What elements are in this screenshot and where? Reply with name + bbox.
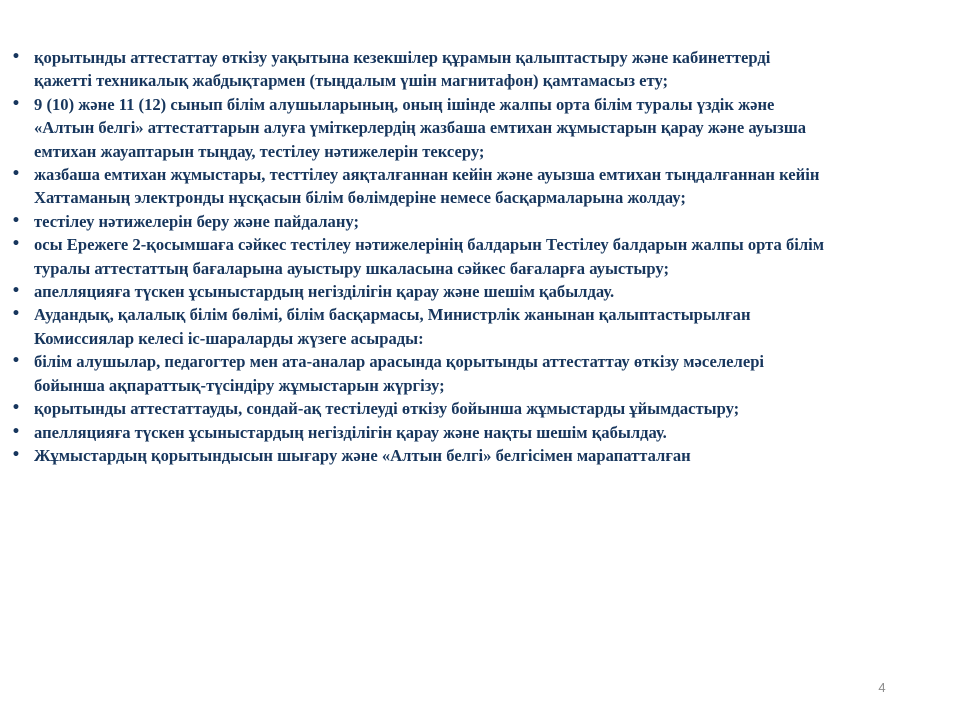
bullet-item [10, 280, 830, 303]
bullet-text: тестілеу нәтижелерін беру және пайдалану; [34, 211, 359, 231]
bullet-item [10, 397, 830, 420]
bullet-text: білім алушылар, педагогтер мен ата-аналар арасында қорытынды аттестаттау өткізу мәселелері бойынша ақпараттық-түсіндіру жұмыстарын жүргізу; [34, 352, 765, 395]
bullet-text: осы Ережеге 2-қосымшаға сәйкес тестілеу нәтижелерінің балдарын Тестілеу балдарын жалпы орта білім туралы аттестаттың бағаларына ауыстыру шкаласына сәйкес бағаларға ауыстыру; [34, 235, 825, 278]
bullet-text: 9 (10) және 11 (12) сынып білім алушыларының, оның ішінде жалпы орта білім туралы үздік және «Алтын белгі» аттестаттарын алуға үміткерлердің жазбаша емтихан жұмыстарын қарау және ауызша емтихан жауаптарын тыңдау, тестілеу нәтижелерін тексеру; [34, 94, 807, 161]
bullet-text: апелляцияға түскен ұсыныстардың негізділігін қарау және нақты шешім қабылдау. [34, 422, 667, 442]
bullet-dot-icon: • [11, 212, 21, 229]
bullet-item [10, 233, 830, 280]
bullet-text: жазбаша емтихан жұмыстары, тесттілеу аяқталғаннан кейін және ауызша емтихан тыңдалғаннан кейін Хаттаманың электронды нұсқасын білім бөлімдеріне немесе басқармаларына жолдау; [34, 165, 820, 208]
bullet-text: апелляцияға түскен ұсыныстардың негізділігін қарау және шешім қабылдау. [34, 282, 615, 302]
bullet-dot-icon: • [11, 236, 21, 253]
bullet-dot-icon: • [11, 166, 21, 183]
bullet-dot-icon: • [11, 283, 21, 300]
bullet-text: қорытынды аттестаттау өткізу уақытына кезекшілер құрамын қалыптастыру және кабинеттерді қажетті техникалық жабдықтармен (тыңдалым үшін магнитафон) қамтамасыз ету; [34, 48, 771, 91]
bullet-text: Аудандық, қалалық білім бөлімі, білім басқармасы, Министрлік жанынан қалыптастырылған Комиссиялар келесі іс-шараларды жүзеге асырады: [34, 305, 751, 348]
bullet-dot-icon: • [11, 49, 21, 65]
bullet-item [10, 303, 830, 350]
bullet-item [10, 163, 830, 210]
bullet-dot-icon: • [11, 95, 21, 112]
bullet-dot-icon: • [11, 306, 21, 323]
bullet-dot-icon: • [11, 353, 21, 370]
bullet-item [10, 350, 830, 397]
bullet-dot-icon: • [11, 446, 21, 463]
bullet-dot-icon: • [11, 400, 21, 417]
bullet-item [10, 444, 830, 467]
bullet-text: қорытынды аттестаттауды, сондай-ақ тестілеуді өткізу бойынша жұмыстарды ұйымдастыру; [34, 399, 740, 419]
page-number: 4 [878, 680, 886, 695]
bullet-item [10, 46, 830, 93]
bullet-list [10, 46, 830, 467]
bullet-dot-icon: • [11, 423, 21, 440]
bullet-item [10, 421, 830, 444]
bullet-item [10, 93, 830, 163]
bullet-text: Жұмыстардың қорытындысын шығару және «Алтын белгі» белгісімен марапатталған [34, 445, 691, 465]
bullet-item [10, 210, 830, 233]
